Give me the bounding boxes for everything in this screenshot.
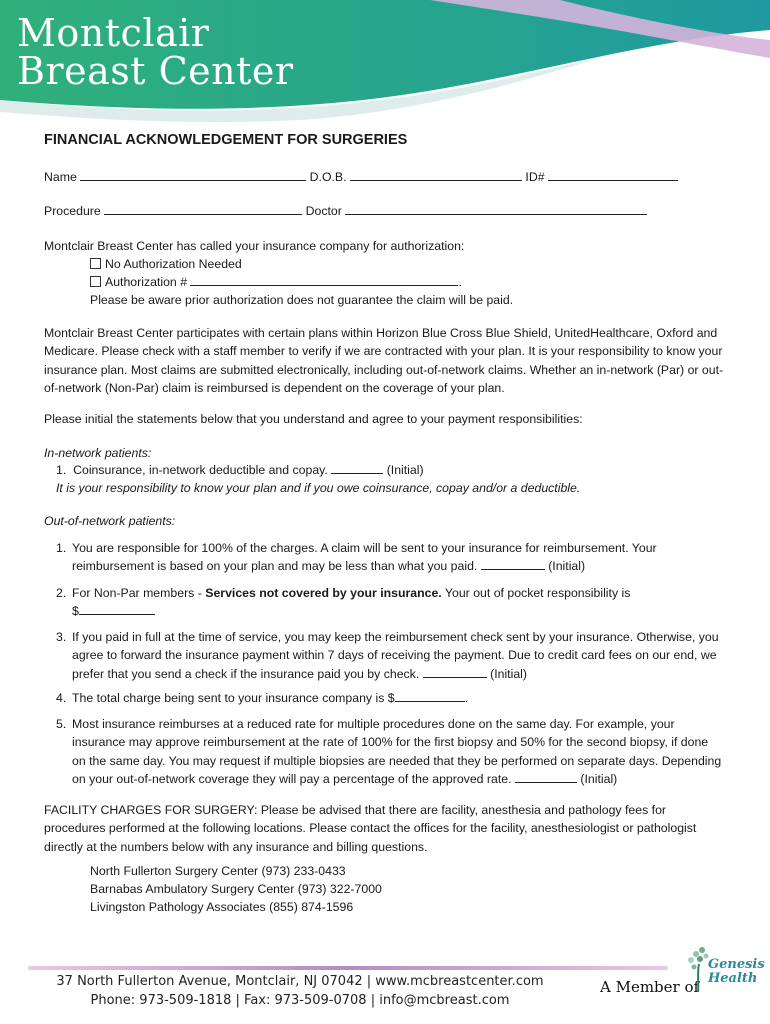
out-network-item-3 [56,628,724,683]
no-auth-label: No Authorization Needed [105,257,242,271]
facility-label: FACILITY CHARGES FOR SURGERY: [44,803,258,817]
out-item1-initial-field[interactable] [481,559,545,570]
out-of-pocket-field[interactable] [79,604,155,615]
facility-location-2: Barnabas Ambulatory Surgery Center (973) 322-7000 [90,882,382,896]
facility-text: Please be advised that there are facility, anesthesia and pathology fees for procedures performed at the following locations. Please contact the offices for the facility, anesthesiologist or pathologist directly at the numbers below with any insurance and billing questions. [44,803,697,854]
facility-paragraph [44,801,724,856]
dob-label: D.O.B. [309,170,347,184]
dob-field[interactable] [350,170,522,181]
footer-divider [28,966,668,970]
id-label: ID# [525,170,545,184]
header-banner [0,0,770,125]
auth-number-field[interactable] [190,275,458,286]
doctor-label: Doctor [305,204,342,218]
initial-label: (Initial) [548,559,586,574]
out-network-item-5 [56,715,724,789]
logo-breast-center: Breast Center [17,49,294,93]
in-network-item-text: Coinsurance, in-network deductible and copay. [73,463,328,477]
out-item2-text-b: Services not covered by your insurance. [205,586,442,600]
doctor-field[interactable] [345,204,647,215]
initial-label: (Initial) [580,772,618,787]
out-item4-text: The total charge being sent to your insurance company is $ [72,691,395,705]
id-field[interactable] [548,170,678,181]
health-text: Health [708,971,758,986]
procedure-field[interactable] [104,204,302,215]
auth-intro: Montclair Breast Center has called your insurance company for authorization: [44,239,465,253]
out-network-item-1 [56,539,724,576]
footer [0,972,600,1010]
auth-option-none[interactable] [90,257,242,271]
initial-label: (Initial) [490,666,527,681]
in-network-note: It is your responsibility to know your plan and if you owe coinsurance, copay and/or a deductible. [56,481,581,495]
total-charge-field[interactable] [395,691,465,702]
out-item1-text: You are responsible for 100% of the charges. A claim will be sent to your insurance for reimbursement. Your reimbursement is based on your plan and may be less than what you paid. [72,541,657,574]
list-number: 1. [56,463,74,477]
list-number: 1. [56,541,67,555]
initial-intro: Please initial the statements below that you understand and agree to your payment responsibilities: [44,412,583,426]
out-network-heading: Out-of-network patients: [44,514,176,528]
in-network-item-1 [56,463,424,477]
member-of-label: A Member of [600,978,700,996]
out-network-item-4: 4. The total charge being sent to your insurance company is $ . [56,689,724,707]
name-label: Name [44,170,77,184]
footer-address: 37 North Fullerton Avenue, Montclair, NJ 07042 | www.mcbreastcenter.com [56,974,544,989]
checkbox-auth-number[interactable] [90,276,101,287]
out-item5-text: Most insurance reimburses at a reduced rate for multiple procedures done on the same day. For example, your insurance may approve reimbursement at the rate of 100% for the first biopsy and 50% for the second biopsy, if done on the same day. You may request if multiple biopsies are needed that they be performed on separate days. Depending on your out-of-network coverage they will pay a percentage of the approved rate. [72,717,722,787]
initial-label: (Initial) [386,463,424,477]
list-number: 3. [56,630,67,644]
patient-info-row [44,170,678,184]
procedure-label: Procedure [44,204,101,218]
auth-warning: Please be aware prior authorization does not guarantee the claim will be paid. [90,293,514,307]
genesis-text: Genesis [708,957,765,972]
out-network-item-2: 2. For Non-Par members - Services not covered by your insurance. Your out of pocket responsibility is $ [56,586,631,619]
in-network-heading: In-network patients: [44,446,152,460]
in-network-initial-field[interactable] [331,463,383,474]
logo-montclair: Montclair [17,11,210,55]
auth-option-number[interactable]: Authorization # . [90,275,462,289]
name-field[interactable] [80,170,306,181]
form-title: FINANCIAL ACKNOWLEDGEMENT FOR SURGERIES [44,132,408,148]
checkbox-no-auth[interactable] [90,258,101,269]
out-item3-text: If you paid in full at the time of service, you may keep the reimbursement check sent by your insurance. Otherwise, you agree to forward the insurance payment within 7 days of receiving the payment. Due to credit card fees on our end, we prefer that you send a check if the insurance paid you by check. [72,630,719,681]
genesis-health-logo [682,944,765,996]
footer-contact: Phone: 973-509-1818 | Fax: 973-509-0708 | info@mcbreast.com [90,993,510,1008]
out-item2-text-a: For Non-Par members - [72,586,206,600]
list-number: 2. [56,586,67,600]
list-number: 4. [56,691,67,705]
list-number: 5. [56,717,67,731]
out-item2-text-c: Your out of pocket responsibility is [441,586,631,600]
out-item5-initial-field[interactable] [515,772,577,783]
procedure-row [44,204,647,218]
facility-location-3: Livingston Pathology Associates (855) 874-1596 [90,900,354,914]
facility-location-1: North Fullerton Surgery Center (973) 233-0433 [90,864,346,878]
participation-paragraph: Montclair Breast Center participates with certain plans within Horizon Blue Cross Blue Shield, UnitedHealthcare, Oxford and Medicare. Please check with a staff member to verify if we are contracted with your plan. It is your responsibility to know your insurance plan. Most claims are submitted electronically, including out-of-network claims. Whether an in-network (Par) or out-of-network (Non-Par) claim is reimbursed is dependent on the coverage of your plan. [44,326,724,396]
auth-number-label: Authorization # [105,275,188,289]
out-item3-initial-field[interactable] [423,667,487,678]
